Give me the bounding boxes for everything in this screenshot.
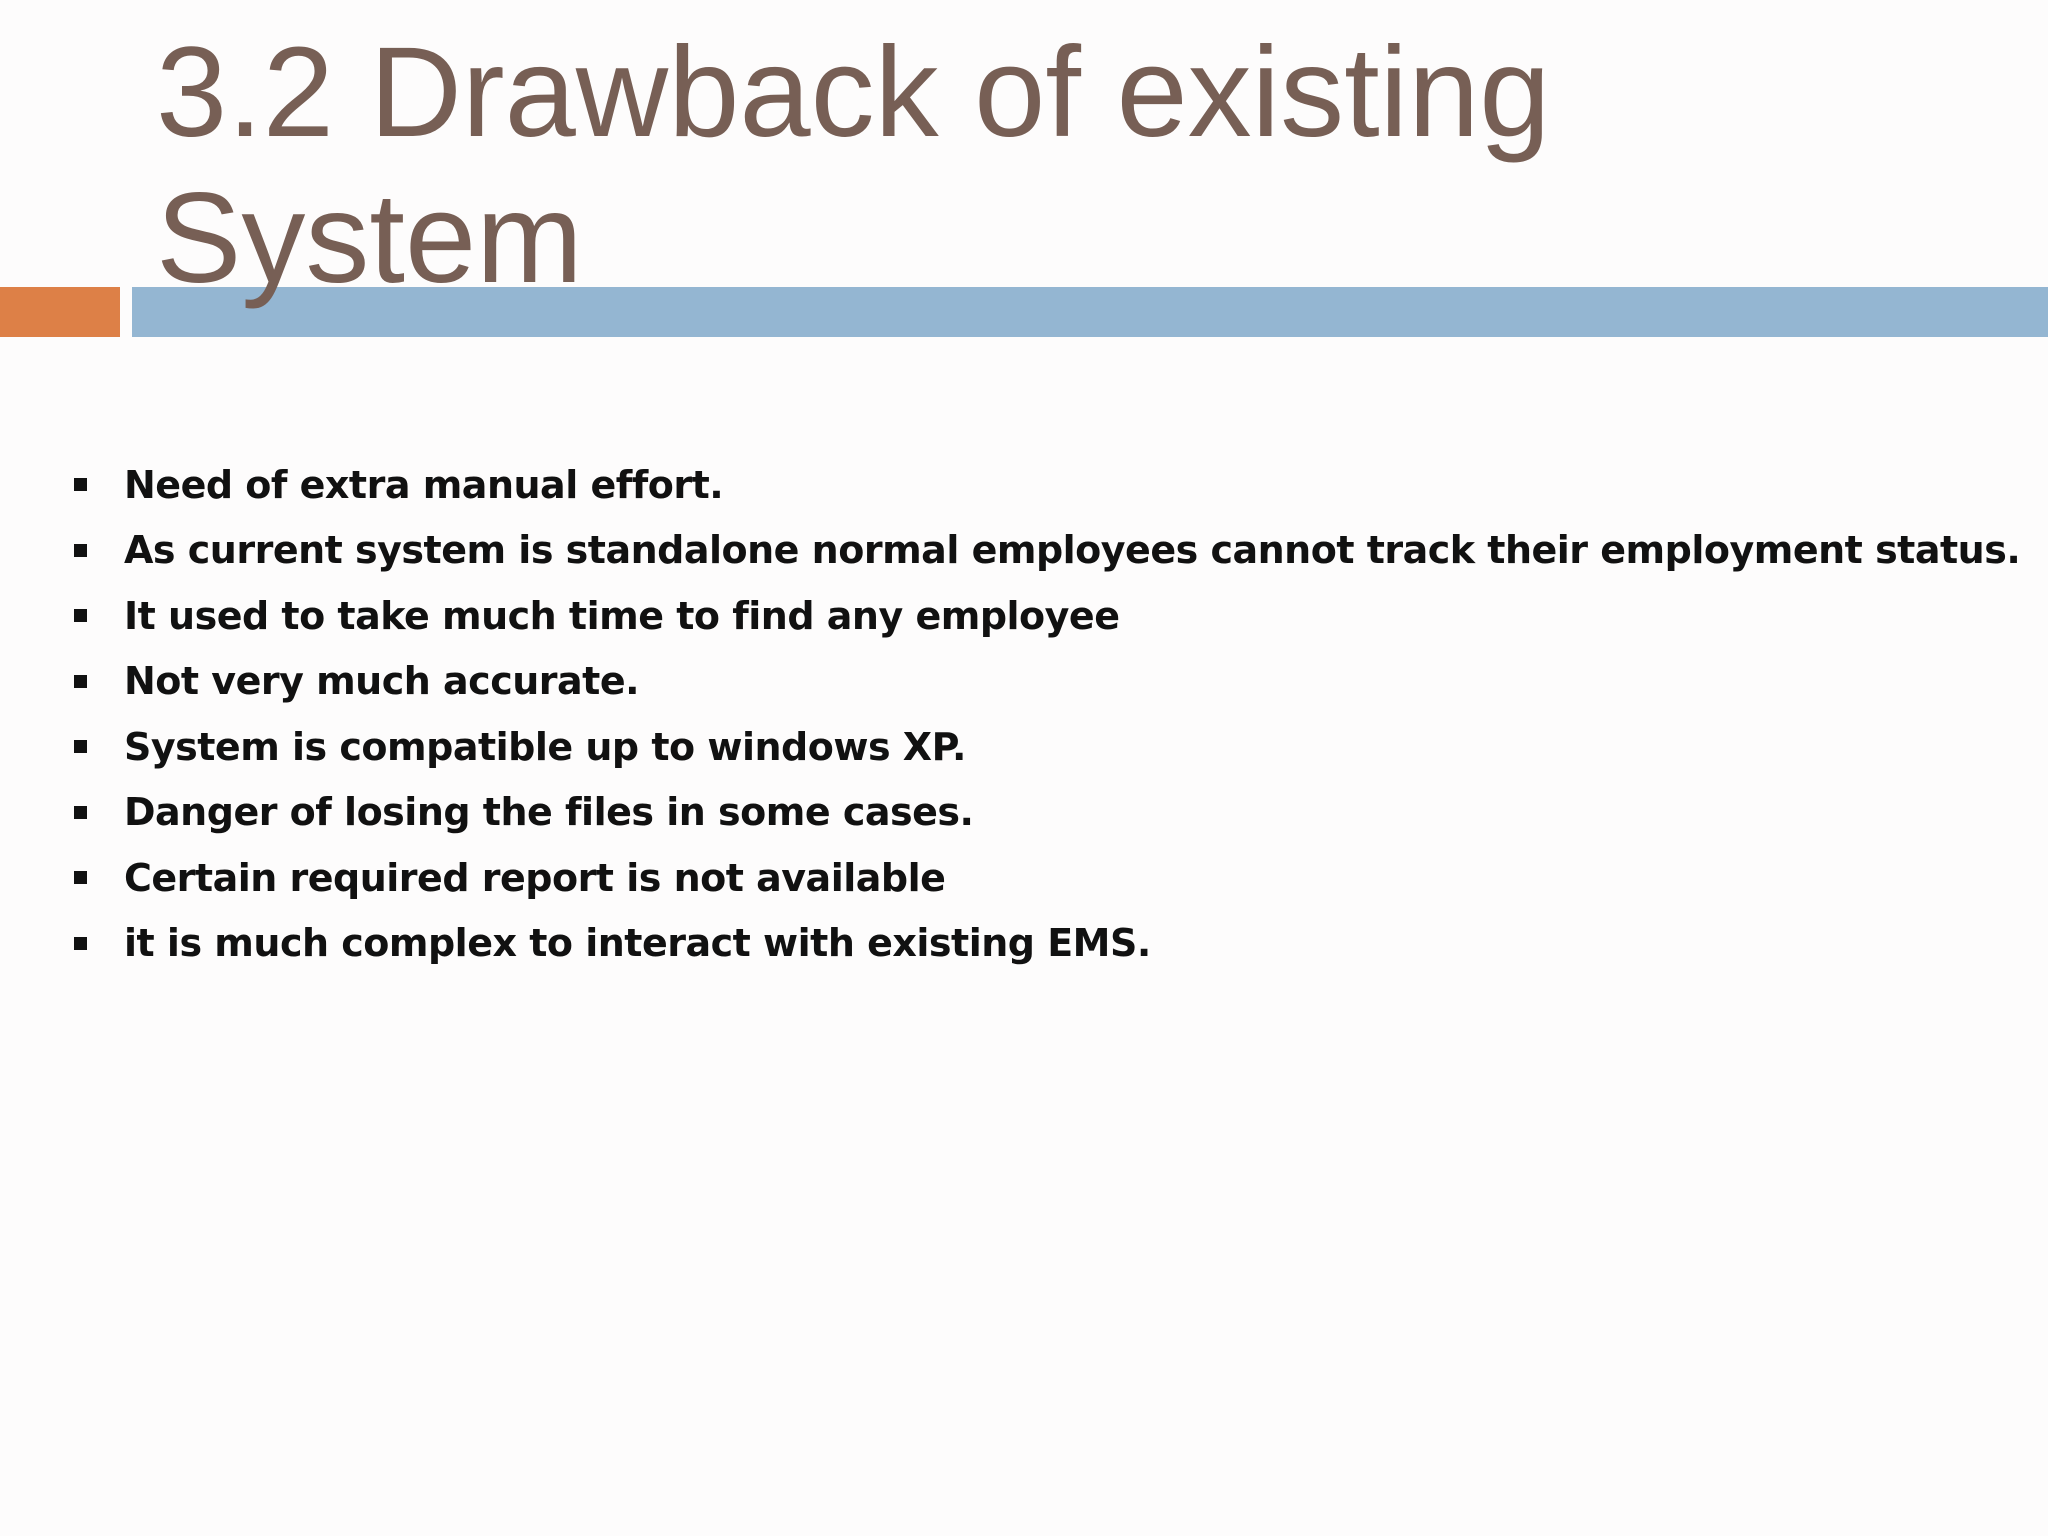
bullet-item-7 [74, 845, 2020, 911]
bullet-text-7: Certain required report is not available [124, 855, 946, 900]
square-bullet-icon [74, 478, 87, 491]
bullet-text-6: Danger of losing the files in some cases. [124, 790, 974, 835]
bullet-item-1 [74, 452, 2020, 518]
drawbacks-bullet-list [74, 452, 2020, 976]
square-bullet-icon [74, 806, 87, 819]
bullet-item-5 [74, 714, 2020, 780]
square-bullet-icon [74, 609, 87, 622]
bullet-item-6 [74, 780, 2020, 846]
slide-title-line-2: System [156, 167, 583, 310]
bullet-item-8 [74, 911, 2020, 977]
slide-title [156, 20, 1856, 312]
slide-title-line-1: 3.2 Drawback of existing [156, 21, 1551, 164]
title-accent-orange-bar [0, 287, 120, 337]
bullet-item-3 [74, 583, 2020, 649]
bullet-text-2: As current system is standalone normal employees cannot track their employment status. [124, 528, 2021, 573]
bullet-text-3: It used to take much time to find any employee [124, 593, 1120, 638]
square-bullet-icon [74, 937, 87, 950]
square-bullet-icon [74, 740, 87, 753]
bullet-item-2 [74, 518, 2020, 584]
square-bullet-icon [74, 675, 87, 688]
bullet-text-4: Not very much accurate. [124, 659, 640, 704]
bullet-text-1: Need of extra manual effort. [124, 462, 724, 507]
bullet-text-8: it is much complex to interact with existing EMS. [124, 921, 1151, 966]
square-bullet-icon [74, 871, 87, 884]
bullet-item-4 [74, 649, 2020, 715]
square-bullet-icon [74, 544, 87, 557]
bullet-text-5: System is compatible up to windows XP. [124, 724, 966, 769]
